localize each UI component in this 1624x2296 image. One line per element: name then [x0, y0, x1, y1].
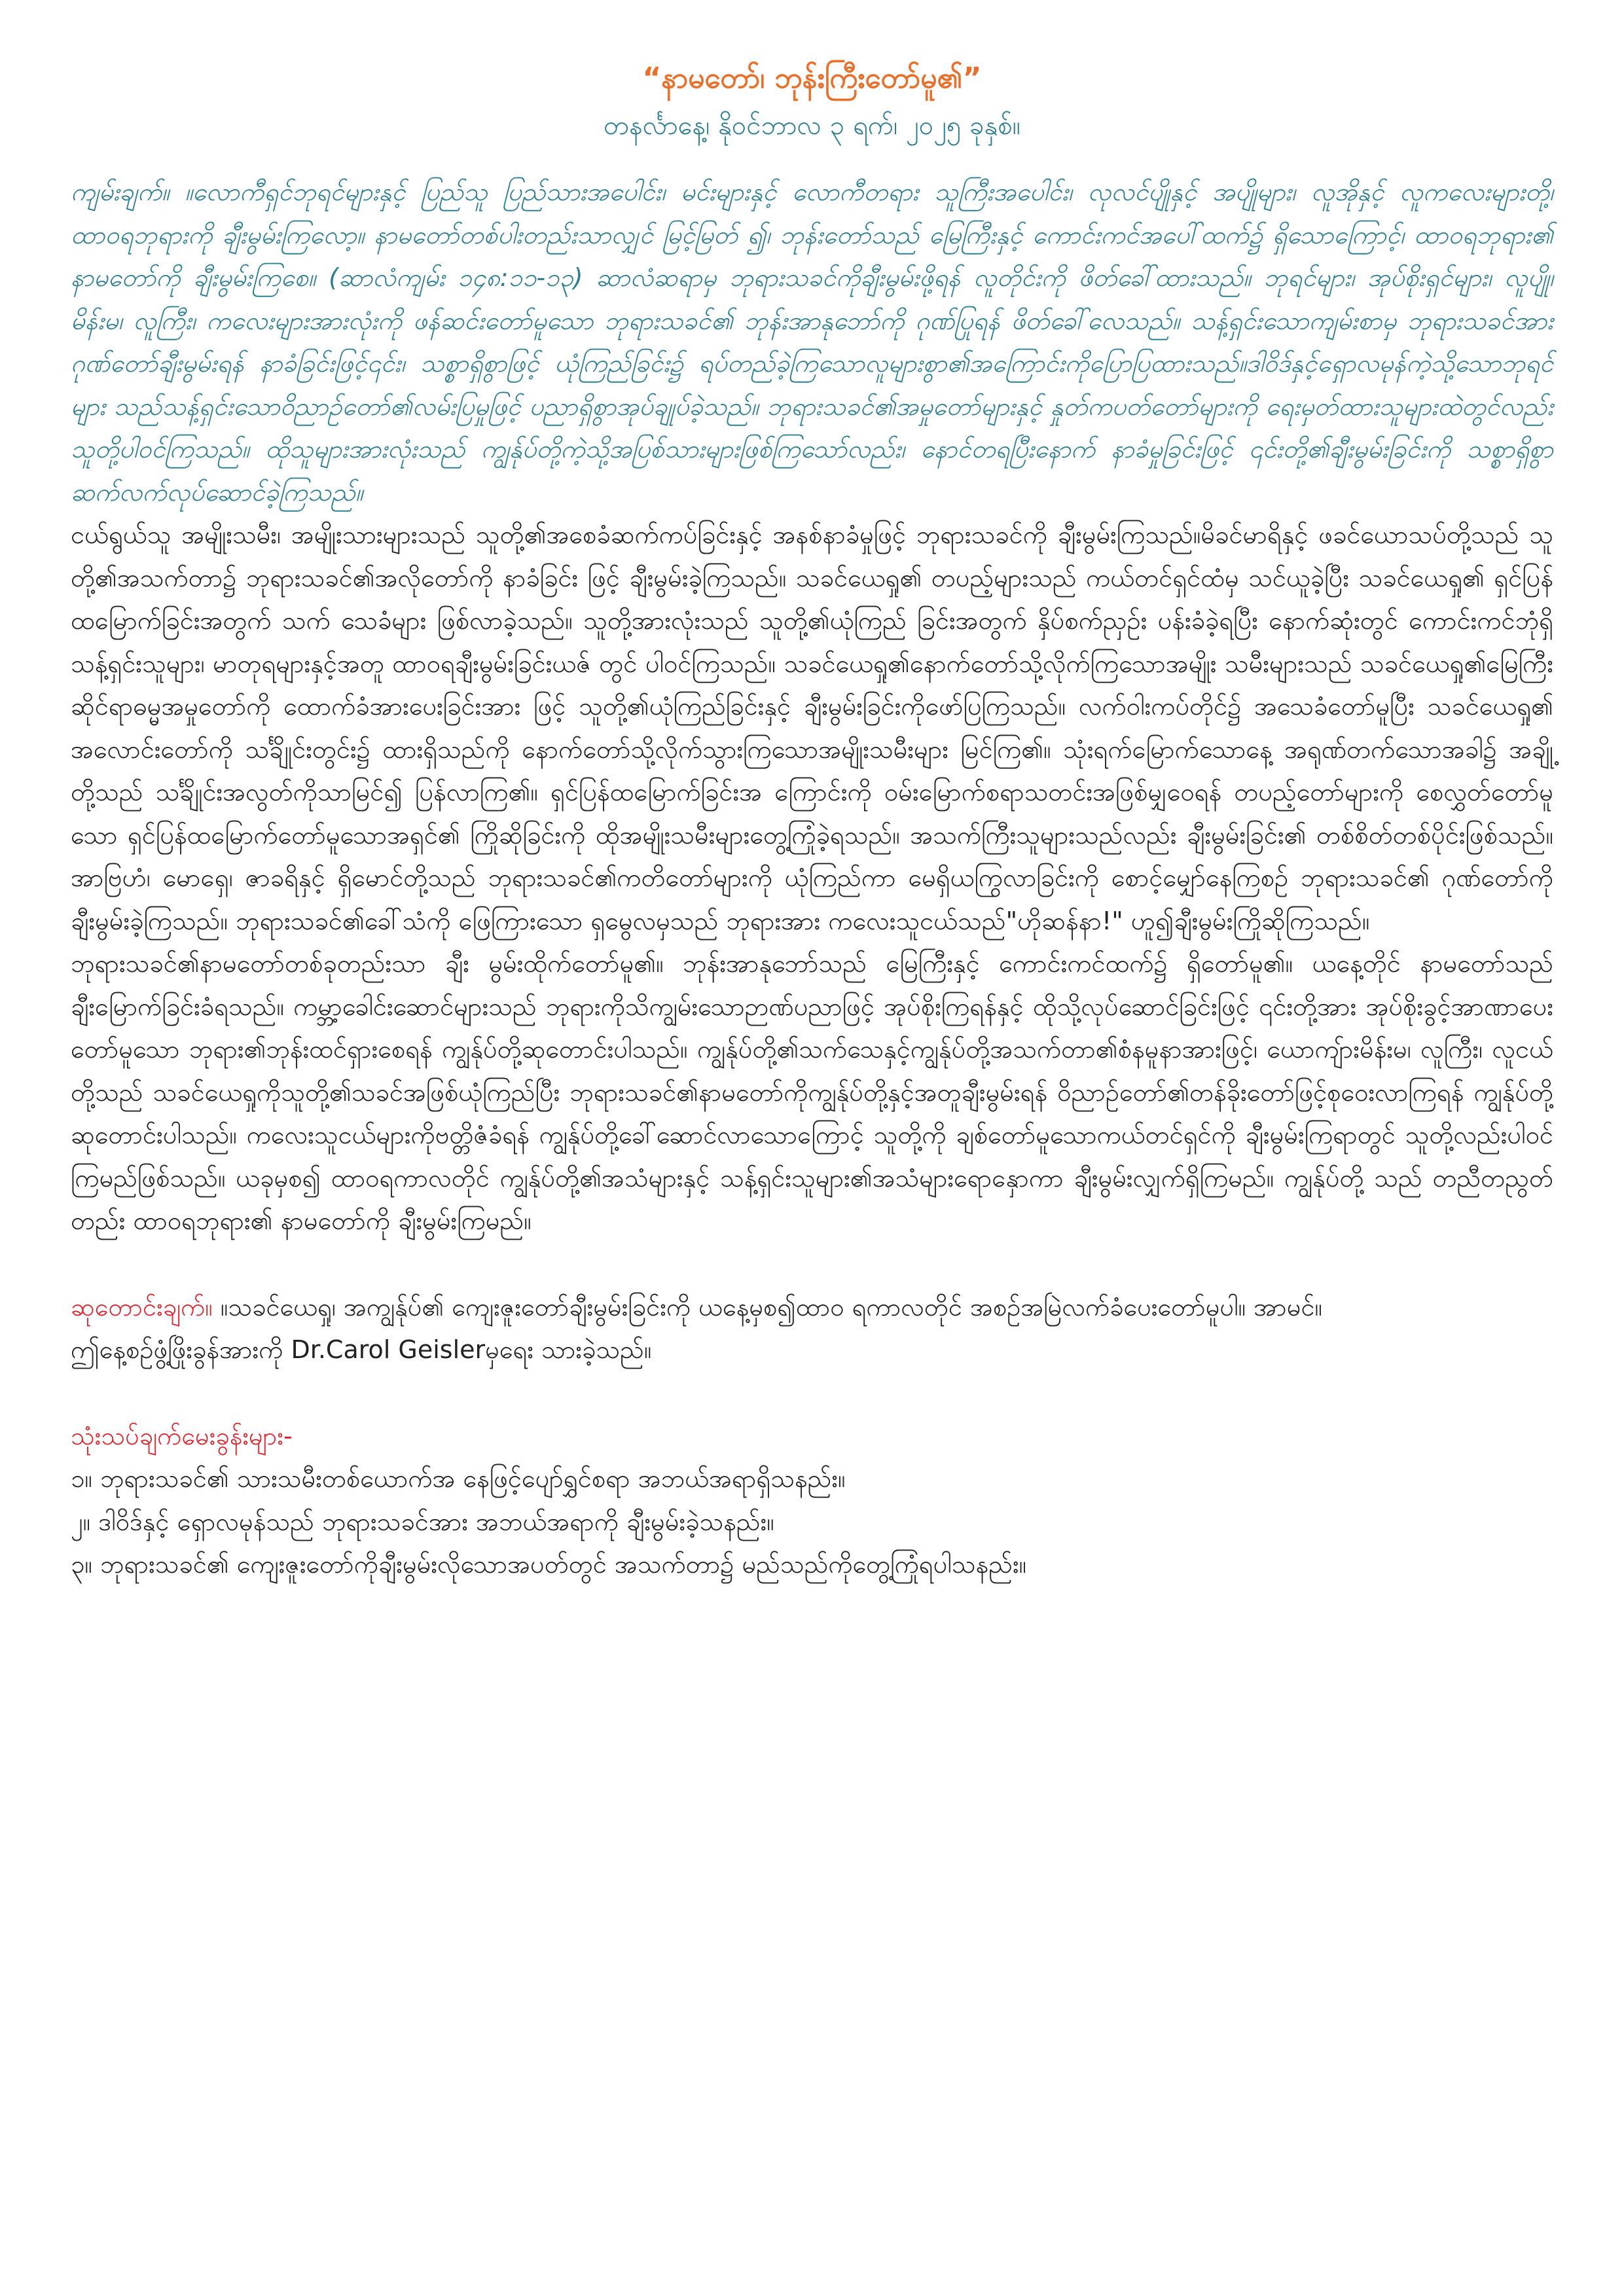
reflection-question-2: ၂။ ဒါဝိဒ်နှင့် ရှောလမုန်သည် ဘုရားသခင်အား အဘယ်အရာကို ချီးမွမ်းခဲ့သနည်း။: [71, 1507, 774, 1536]
prayer-paragraph: [71, 1286, 1553, 1329]
body-paragraph-2: ဘုရားသခင်၏နာမတော်တစ်ခုတည်းသာ ချီး မွမ်းထိုက်တော်မူ၏။ ဘုန်းအာနုဘော်သည် မြေကြီးနှင့် ကောင်းကင်ထက်၌ ရှိတော်မူ၏။ ယနေ့တိုင် နာမတော်သည် ချီးမြောက်ခြင်းခံရသည်။ ကမ္ဘာ့ခေါင်းဆောင်များသည် ဘုရားကိုသိကျွမ်းသောဉာဏ်ပညာဖြင့် အုပ်စိုးကြရန်နှင့် ထိုသို့လုပ်ဆောင်ခြင်းဖြင့် ၎င်းတို့အား အုပ်စိုးခွင့်အာဏာပေးတော်မူသော ဘုရား၏ဘုန်းထင်ရှားစေရန် ကျွန်ုပ်တို့ဆုတောင်းပါသည်။ ကျွန်ုပ်တို့၏သက်သေနှင့်ကျွန်ုပ်တို့အသက်တာ၏စံနမူနာအားဖြင့်၊ ယောကျ်ားမိန်းမ၊ လူကြီး၊ လူငယ်တို့သည် သခင်ယေရှုကိုသူတို့၏သခင်အဖြစ်ယုံကြည်ပြီး ဘုရားသခင်၏နာမတော်ကိုကျွန်ုပ်တို့နှင့်အတူချီးမွမ်းရန် ဝိညာဉ်တော်၏တန်ခိုးတော်ဖြင့်စုဝေးလာကြရန် ကျွန်ုပ်တို့ဆုတောင်းပါသည်။ ကလေးသူငယ်များကိုဗတ္တိဇံခံရန် ကျွန်ုပ်တို့ခေါ်ဆောင်လာသောကြောင့် သူတို့ကို ချစ်တော်မူသောကယ်တင်ရှင်ကို ချီးမွမ်းကြရာတွင် သူတို့လည်းပါဝင်ကြမည်ဖြစ်သည်။ ယခုမှစ၍ ထာဝရကာလတိုင် ကျွန်ုပ်တို့၏အသံများနှင့် သန့်ရှင်းသူများ၏အသံများရောနှောကာ ချီးမွမ်းလျှက်ရှိကြမည်။ ကျွန်ုပ်တို့ သည် တညီတညွတ်တည်း ထာဝရဘုရား၏ နာမတော်ကို ချီးမွမ်းကြမည်။: [71, 949, 1553, 1235]
body-paragraph-1: ငယ်ရွယ်သူ အမျိုးသမီး၊ အမျိုးသားများသည် သူတို့၏အစေခံဆက်ကပ်ခြင်းနှင့် အနစ်နာခံမှုဖြင့် ဘုရားသခင်ကို ချီးမွမ်းကြသည်။မိခင်မာရိနှင့် ဖခင်ယောသပ်တို့သည် သူတို့၏အသက်တာ၌ ဘုရားသခင်၏အလိုတော်ကို နာခံခြင်း ဖြင့် ချီးမွမ်းခဲ့ကြသည်။ သခင်ယေရှု၏ တပည့်များသည် ကယ်တင်ရှင်ထံမှ သင်ယူခဲ့ပြီး သခင်ယေရှု၏ ရှင်ပြန်ထမြောက်ခြင်းအတွက် သက် သေခံများ ဖြစ်လာခဲ့သည်။ သူတို့အားလုံးသည် သူတို့၏ယုံကြည် ခြင်းအတွက် နှိပ်စက်ညှဉ်း ပန်းခံခဲ့ရပြီး နောက်ဆုံးတွင် ကောင်းကင်ဘုံရှိ သန့်ရှင်းသူများ၊ မာတုရများနှင့်အတူ ထာဝရချီးမွမ်းခြင်းယဇ် တွင် ပါဝင်ကြသည်။ သခင်ယေရှု၏နောက်တော်သို့လိုက်ကြသောအမျိုး သမီးများသည် သခင်ယေရှု၏မြေကြီးဆိုင်ရာဓမ္မအမှုတော်ကို ထောက်ခံအားပေးခြင်းအား ဖြင့် သူတို့၏ယုံကြည်ခြင်းနှင့် ချီးမွမ်းခြင်းကိုဖော်ပြကြသည်။ လက်ဝါးကပ်တိုင်၌ အသေခံတော်မူပြီး သခင်ယေရှု၏ အလောင်းတော်ကို သင်္ချိုင်းတွင်း၌ ထားရှိသည်ကို နောက်တော်သို့လိုက်သွားကြသောအမျိုးသမီးများ မြင်ကြ၏။ သုံးရက်မြောက်သောနေ့ အရုဏ်တက်သောအခါ၌ အချို့တို့သည် သင်္ချိုင်းအလွတ်ကိုသာမြင်၍ ပြန်လာကြ၏။ ရှင်ပြန်ထမြောက်ခြင်းအ ကြောင်းကို ဝမ်းမြောက်စရာသတင်းအဖြစ်မျှဝေရန် တပည့်တော်များကို စေလွှတ်တော်မူသော ရှင်ပြန်ထမြောက်တော်မူသောအရှင်၏ ကြိုဆိုခြင်းကို ထိုအမျိုးသမီးများတွေ့ကြုံခဲ့ရသည်။ အသက်ကြီးသူများသည်လည်း ချီးမွမ်းခြင်း၏ တစ်စိတ်တစ်ပိုင်းဖြစ်သည်။ အာဗြဟံ၊ မောရှေ၊ ဇာခရိနှင့် ရှိမောင်တို့သည် ဘုရားသခင်၏ကတိတော်များကို ယုံကြည်ကာ မေရှိယကြွလာခြင်းကို စောင့်မျှော်နေကြစဉ် ဘုရားသခင်၏ ဂုဏ်တော်ကိုချီးမွမ်းခဲ့ကြသည်။ ဘုရားသခင်၏ခေါ်သံကို ဖြေကြားသော ရှမွေလမှသည် ဘုရားအား ကလေးသူငယ်သည်"ဟိုဆန်နာ!" ဟူ၍ချီးမွမ်းကြိုဆိုကြသည်။: [71, 520, 1553, 935]
devotional-content: [71, 171, 1553, 1587]
author-credit: ဤနေ့စဉ်ဖွံ့ဖြိုးခွန်အားကို Dr.Carol Geislerမှရေး သားခဲ့သည်။: [71, 1335, 652, 1364]
spacer: [71, 1243, 1553, 1286]
prayer-text: ။သခင်ယေရှု၊ အကျွန်ုပ်၏ ကျေးဇူးတော်ချီးမွမ်းခြင်းကို ယနေ့မှစ၍ထာဝ ရကာလတိုင် အစဉ်အမြဲလက်ခံပေးတော်မူပါ။ အာမင်။: [212, 1292, 1323, 1321]
spacer: [71, 1372, 1553, 1415]
page-title: “နာမတော်၊ ဘုန်းကြီးတော်မူ၏”: [642, 62, 982, 95]
reflection-question-1: ၁။ ဘုရားသခင်၏ သားသမီးတစ်ယောက်အ နေဖြင့်ပျော်ရွှင်စရာ အဘယ်အရာရှိသနည်း။: [71, 1464, 846, 1493]
scripture-passage: ကျမ်းချက်။ ။လောကီရှင်ဘုရင်များနှင့် ပြည်သူ ပြည်သားအပေါင်း၊ မင်းများနှင့် လောကီတရား သူကြီးအပေါင်း၊ လုလင်ပျိုနှင့် အပျိုများ၊ လူအိုနှင့် လူကလေးများတို့၊ ထာဝရဘုရားကို ချီးမွမ်းကြလော့။ နာမတော်တစ်ပါးတည်းသာလျှင် မြင့်မြတ် ၍၊ ဘုန်းတော်သည် မြေကြီးနှင့် ကောင်းကင်အပေါ်ထက်၌ ရှိသောကြောင့်၊ ထာဝရဘုရား၏ နာမတော်ကို ချီးမွမ်းကြစေ။ (ဆာလံကျမ်း ၁၄၈:၁၁-၁၃) ဆာလံဆရာမှ ဘုရားသခင်ကိုချီးမွမ်းဖို့ရန် လူတိုင်းကို ဖိတ်ခေါ်ထားသည်။ ဘုရင်များ၊ အုပ်စိုးရှင်များ၊ လူပျို၊ မိန်းမ၊ လူကြီး၊ ကလေးများအားလုံးကို ဖန်ဆင်းတော်မူသော ဘုရားသခင်၏ ဘုန်းအာနုဘော်ကို ဂုဏ်ပြုရန် ဖိတ်ခေါ်လေသည်။ သန့်ရှင်းသောကျမ်းစာမှ ဘုရားသခင်အား ဂုဏ်တော်ချီးမွမ်းရန် နာခံခြင်းဖြင့်၎င်း၊ သစ္စာရှိစွာဖြင့် ယုံကြည်ခြင်း၌ ရပ်တည်ခဲ့ကြသောလူများစွာ၏အကြောင်းကိုပြောပြထားသည်။ဒါဝိဒ်နှင့်ရှောလမုန်ကဲ့သို့သောဘုရင်များ သည်သန့်ရှင်းသောဝိညာဉ်တော်၏လမ်းပြမှုဖြင့် ပညာရှိစွာအုပ်ချုပ်ခဲ့သည်။ ဘုရားသခင်၏အမှုတော်များနှင့် နှုတ်ကပတ်တော်များကို ရေးမှတ်ထားသူများထဲတွင်လည်းသူတို့ပါဝင်ကြသည်။ ထိုသူများအားလုံးသည် ကျွန်ုပ်တို့ကဲ့သို့အပြစ်သားများဖြစ်ကြသော်လည်း၊ နောင်တရပြီးနောက် နာခံမှုခြင်းဖြင့် ၎င်းတို့၏ချီးမွမ်းခြင်းကို သစ္စာရှိစွာ ဆက်လက်လုပ်ဆောင်ခဲ့ကြသည်။: [71, 177, 1553, 507]
reflection-question-3: ၃။ ဘုရားသခင်၏ ကျေးဇူးတော်ကိုချီးမွမ်းလိုသောအပတ်တွင် အသက်တာ၌ မည်သည်ကိုတွေ့ကြုံရပါသနည်း။: [71, 1550, 1027, 1579]
reflection-heading: သုံးသပ်ချက်မေးခွန်းများ-: [71, 1421, 293, 1450]
page-date: တနင်္လာနေ့၊ နိုဝင်ဘာလ ၃ ရက်၊ ၂၀၂၅ ခုနှစ်။: [604, 111, 1020, 141]
prayer-label: ဆုတောင်းချက်။: [71, 1292, 213, 1321]
